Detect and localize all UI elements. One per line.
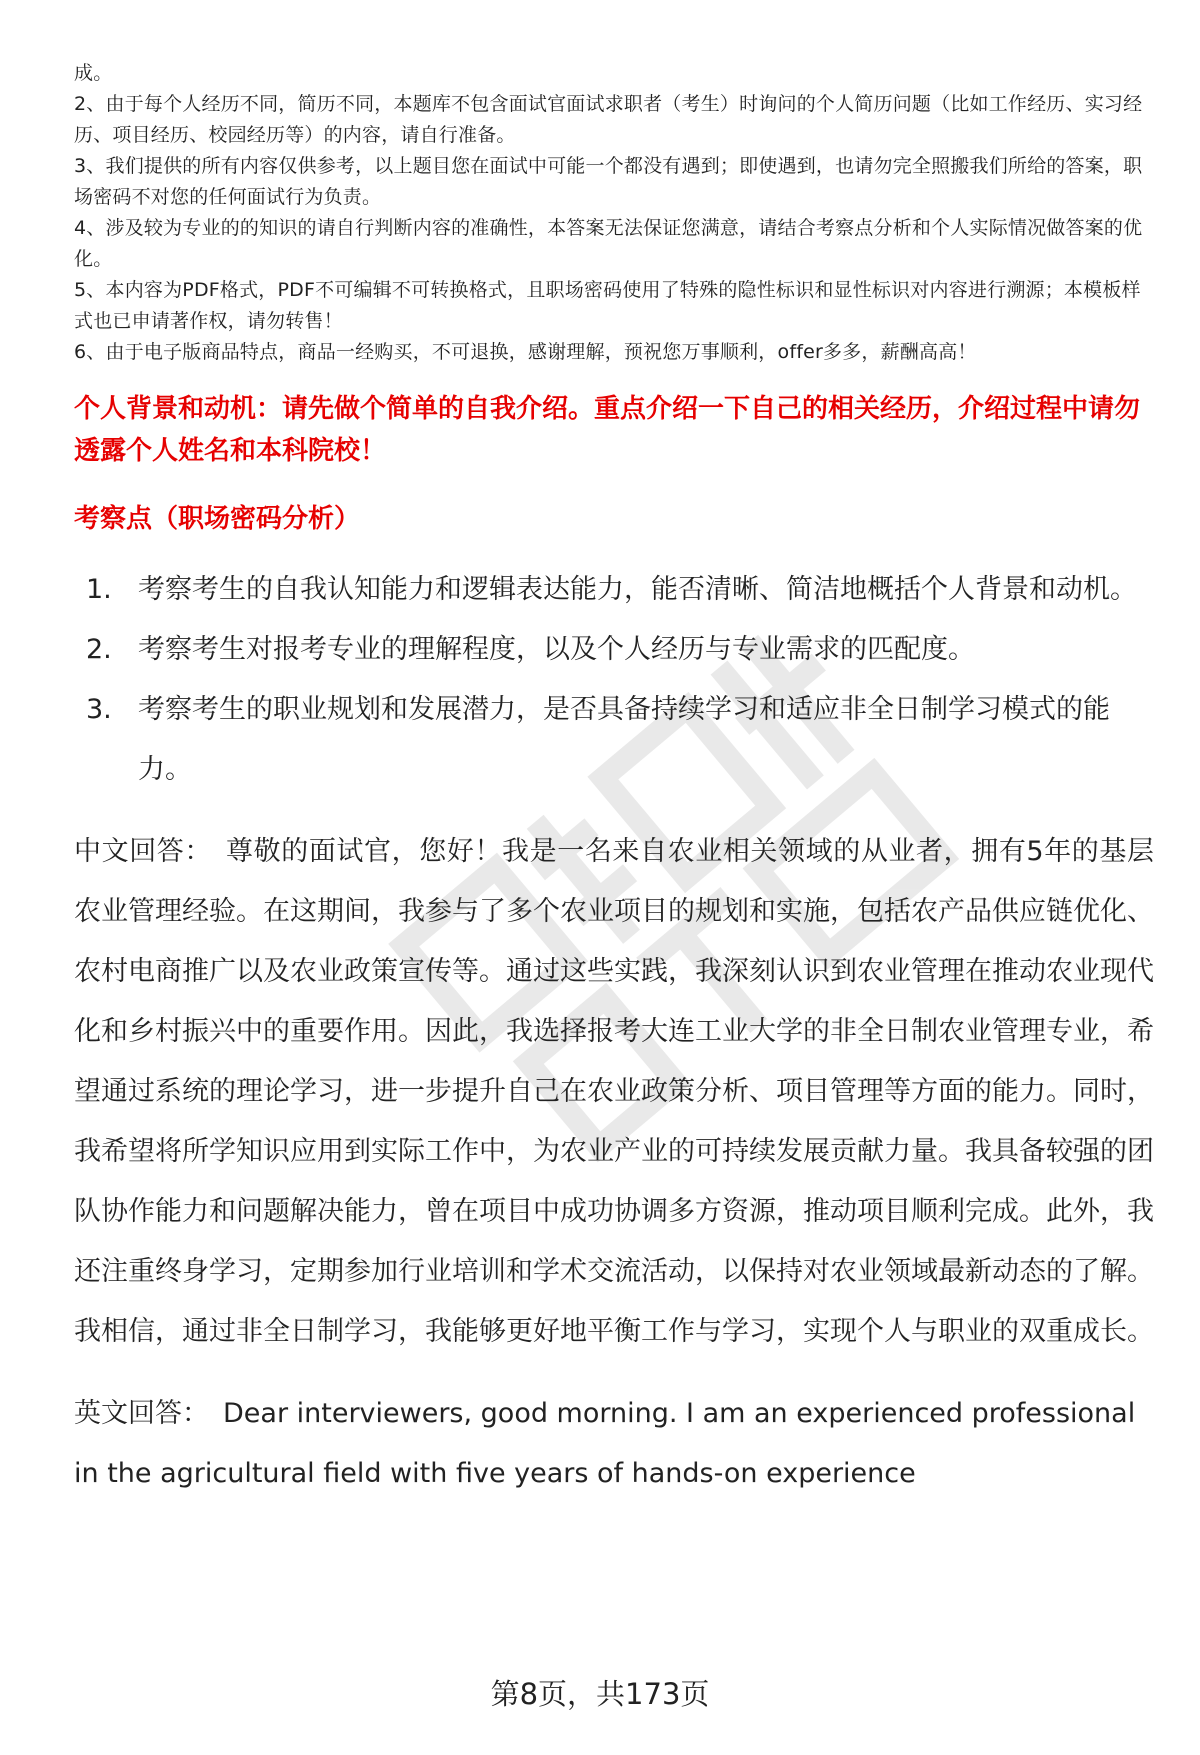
answer-chinese-text: 尊敬的面试官，您好！我是一名来自农业相关领域的从业者，拥有5年的基层农业管理经验。在这期间，我参与了多个农业项目的规划和实施，包括农产品供应链优化、农村电商推广以及农业政策宣传等。通过这些实践，我深刻认识到农业管理在推动农业现代化和乡村振兴中的重要作用。因此，我选择报考大连工业大学的非全日制农业管理专业，希望通过系统的理论学习，进一步提升自己在农业政策分析、项目管理等方面的能力。同时，我希望将所学知识应用到实际工作中，为农业产业的可持续发展贡献力量。我具备较强的团队协作能力和问题解决能力，曾在项目中成功协调多方资源，推动项目顺利完成。此外，我还注重终身学习，定期参加行业培训和学术交流活动，以保持对农业领域最新动态的了解。我相信，通过非全日制学习，我能够更好地平衡工作与学习，实现个人与职业的双重成长。 xyxy=(74,836,1155,1347)
list-item-number: 2. xyxy=(86,634,112,665)
notes-section xyxy=(74,58,1154,368)
points-title: 考察点（职场密码分析） xyxy=(74,504,361,534)
list-item-text: 考察考生的自我认知能力和逻辑表达能力，能否清晰、简洁地概括个人背景和动机。 xyxy=(138,574,1137,605)
list-item-text: 考察考生对报考专业的理解程度，以及个人经历与专业需求的匹配度。 xyxy=(138,634,975,665)
answer-english-label: 英文回答： xyxy=(74,1398,209,1429)
document-page xyxy=(74,58,1154,1504)
note-line: 2、由于每个人经历不同，简历不同，本题库不包含面试官面试求职者（考生）时询问的个人简历问题（比如工作经历、实习经历、项目经历、校园经历等）的内容，请自行准备。 xyxy=(74,93,1143,146)
question-heading: 个人背景和动机：请先做个简单的自我介绍。重点介绍一下自己的相关经历，介绍过程中请勿透露个人姓名和本科院校！ xyxy=(74,394,1141,466)
note-line: 4、涉及较为专业的的知识的请自行判断内容的准确性，本答案无法保证您满意，请结合考察点分析和个人实际情况做答案的优化。 xyxy=(74,217,1143,270)
list-item xyxy=(74,620,1154,680)
answer-chinese xyxy=(74,822,1154,1362)
answer-chinese-label: 中文回答： xyxy=(74,836,213,867)
list-item-number: 3. xyxy=(86,694,112,725)
list-item-text: 考察考生的职业规划和发展潜力，是否具备持续学习和适应非全日制学习模式的能力。 xyxy=(138,694,1110,785)
answer-english-text: Dear interviewers, good morning. I am an experienced professional in the agricultural field with five years of hands-on experience xyxy=(74,1398,1136,1489)
note-line: 6、由于电子版商品特点，商品一经购买，不可退换，感谢理解，预祝您万事顺利，offer多多，薪酬高高！ xyxy=(74,341,977,363)
list-item xyxy=(74,560,1154,620)
page-number: 第8页，共173页 xyxy=(490,1677,710,1711)
points-list xyxy=(74,560,1154,800)
list-item-number: 1. xyxy=(86,574,112,605)
answer-english xyxy=(74,1384,1154,1504)
note-line: 成。 xyxy=(74,62,113,84)
list-item xyxy=(74,680,1154,800)
note-line: 3、我们提供的所有内容仅供参考，以上题目您在面试中可能一个都没有遇到；即使遇到，也请勿完全照搬我们所给的答案，职场密码不对您的任何面试行为负责。 xyxy=(74,155,1143,208)
note-line: 5、本内容为PDF格式，PDF不可编辑不可转换格式，且职场密码使用了特殊的隐性标识和显性标识对内容进行溯源；本模板样式也已申请著作权，请勿转售！ xyxy=(74,279,1141,332)
